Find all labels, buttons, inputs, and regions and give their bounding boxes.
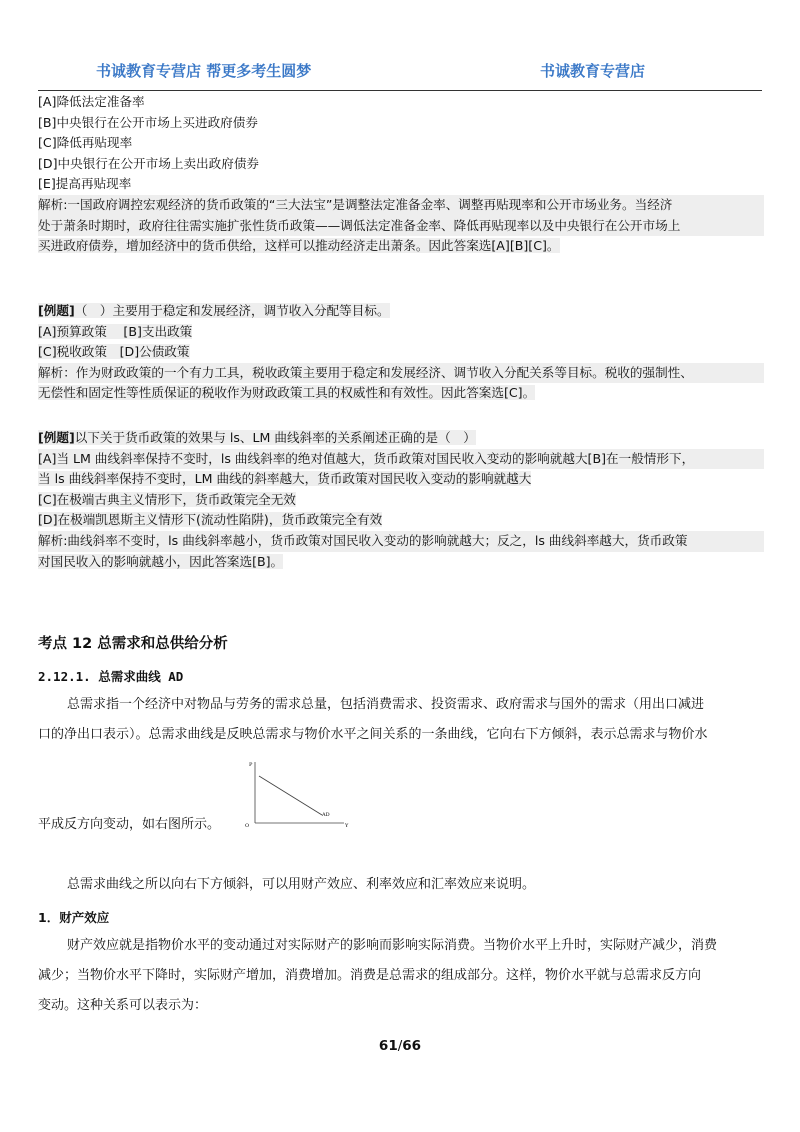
ad-curve-line [259, 776, 322, 815]
paragraph-aggregate-demand [38, 690, 766, 750]
option-b-cont: 当 ls 曲线斜率保持不变时，LM 曲线的斜率越大，货币政策对国民收入变动的影响就越大 [38, 471, 532, 487]
paragraph-line: 平成反方向变动，如右图所示。 [38, 817, 221, 832]
option-d: [D]在极端凯恩斯主义情形下(流动性陷阱)，货币政策完全有效 [38, 512, 383, 528]
option-a-b: [A]当 LM 曲线斜率保持不变时，ls 曲线斜率的绝对值越大，货币政策对国民收入变动的影响就越大[B]在一般情形下， [38, 449, 764, 470]
options-line: [C]税收政策 [D]公债政策 [38, 344, 190, 360]
option-b: [B]中央银行在公开市场上买进政府债券 [38, 114, 258, 130]
question-stem: [例题]以下关于货币政策的效果与 ls、LM 曲线斜率的关系阐述正确的是（ ） [38, 430, 476, 445]
options-line: [A]预算政策 [B]支出政策 [38, 323, 193, 339]
section-title: 考点 12 总需求和总供给分析 [38, 636, 228, 652]
paragraph-line: 口的净出口表示）。总需求曲线是反映总需求与物价水平之间关系的一条曲线，它向右下方倾斜，表示总需求与物价水 [38, 727, 708, 742]
subsection-wealth-effect: 1．财产效应 [38, 910, 110, 925]
analysis-line: 处于萧条时期时，政府往往需实施扩张性货币政策——调低法定准备金率、降低再贴现率以及中央银行在公开市场上 [38, 216, 764, 237]
paragraph-line-end [38, 810, 238, 840]
analysis-line: 解析：作为财政政策的一个有力工具，税收政策主要用于稳定和发展经济、调节收入分配关系等目标。税收的强制性、 [38, 363, 764, 384]
question-2 [38, 301, 764, 404]
example-tag: [例题] [38, 303, 75, 318]
x-axis-label: Y [345, 823, 349, 829]
analysis-line: 无偿性和固定性等性质保证的税收作为财政政策工具的权威性和有效性。因此答案选[C]。 [38, 385, 536, 401]
paragraph-line: 总需求曲线之所以向右下方倾斜，可以用财产效应、利率效应和汇率效应来说明。 [67, 877, 536, 892]
question-stem: [例题]（ ）主要用于稳定和发展经济，调节收入分配等目标。 [38, 303, 390, 318]
analysis-line: 买进政府债券，增加经济中的货币供给，这样可以推动经济走出萧条。因此答案选[A][B][C]。 [38, 238, 560, 254]
paragraph-line: 减少；当物价水平下降时，实际财产增加，消费增加。消费是总需求的组成部分。这样，物价水平就与总需求反方向 [38, 968, 702, 983]
total-pages: 66 [402, 1038, 422, 1054]
analysis-line: 解析:一国政府调控宏观经济的货币政策的“三大法宝”是调整法定准备金率、调整再贴现率和公开市场业务。当经济 [38, 195, 764, 216]
header-left-text: 书诚教育专营店 帮更多考生圆梦 [96, 62, 312, 80]
question-3 [38, 428, 764, 572]
paragraph-line: 总需求指一个经济中对物品与劳务的需求总量，包括消费需求、投资需求、政府需求与国外的需求（用出口减进 [67, 697, 705, 712]
option-d: [D]中央银行在公开市场上卖出政府债券 [38, 155, 260, 171]
option-a: [A]降低法定准备率 [38, 94, 145, 109]
example-tag: [例题] [38, 430, 75, 445]
paragraph-line: 变动。这种关系可以表示为： [38, 998, 208, 1013]
question-1 [38, 92, 764, 257]
option-c: [C]在极端古典主义情形下，货币政策完全无效 [38, 491, 296, 507]
option-c: [C]降低再贴现率 [38, 135, 133, 151]
y-axis-label: P [249, 762, 253, 768]
paragraph-line: 财产效应就是指物价水平的变动通过对实际财产的影响而影响实际消费。当物价水平上升时，实际财产减少，消费 [67, 938, 718, 953]
ad-curve-label: AD [322, 812, 330, 818]
paragraph-reasons [38, 870, 766, 900]
ad-curve-figure [240, 758, 352, 830]
page-header [38, 56, 762, 91]
origin-label: O [245, 823, 250, 829]
current-page: 61 [378, 1038, 398, 1054]
page-number: 61/66 [378, 1038, 422, 1054]
header-right-text: 书诚教育专营店 [540, 62, 646, 80]
analysis-line: 解析:曲线斜率不变时，ls 曲线斜率越小，货币政策对国民收入变动的影响就越大；反之，ls 曲线斜率越大，货币政策 [38, 531, 764, 552]
paragraph-wealth-effect [38, 931, 766, 1021]
analysis-line: 对国民收入的影响就越小，因此答案选[B]。 [38, 553, 284, 569]
option-e: [E]提高再贴现率 [38, 176, 132, 192]
subsection-title: 2.12.1. 总需求曲线 AD [38, 669, 184, 684]
